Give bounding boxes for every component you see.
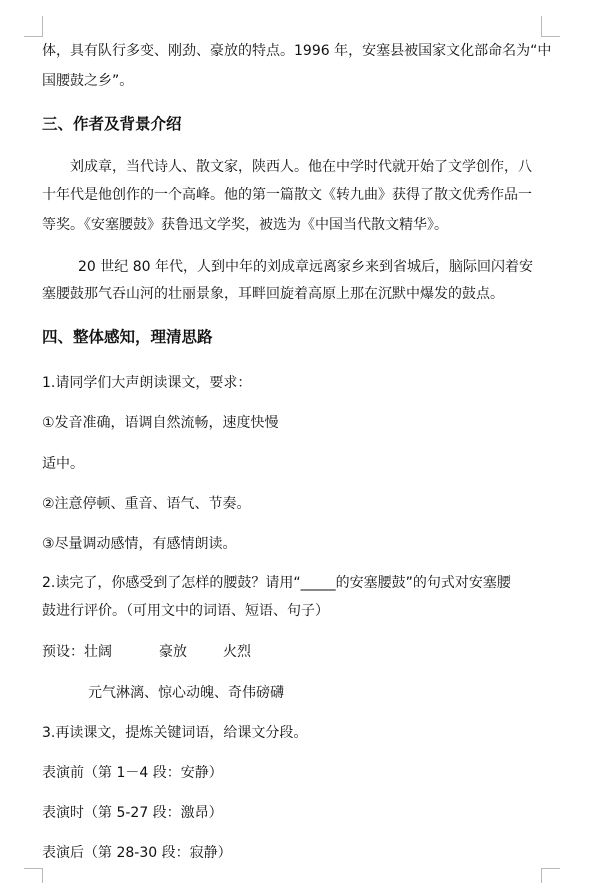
author-para-line-2: 十年代是他创作的一个高峰。他的第一篇散文《转九曲》获得了散文优秀作品一 (42, 187, 532, 203)
part-during: 表演时（第 5-27 段：激昂） (42, 805, 223, 821)
requirement-2: ②注意停顿、重音、语气、节奏。 (42, 496, 251, 512)
section-3-heading: 三、作者及背景介绍 (42, 115, 182, 133)
question-2-line-2: 鼓进行评价。（可用文中的词语、短语、句子） (42, 603, 329, 619)
author-para-line-1: 刘成章，当代诗人、散文家，陕西人。他在中学时代就开始了文学创作，八 (70, 159, 532, 175)
part-before: 表演前（第 1－4 段：安静） (42, 765, 223, 781)
preset-line-2: 元气淋漓、惊心动魄、奇伟磅礴 (88, 685, 284, 701)
preset-word: 壮阔 (84, 644, 112, 660)
requirement-1-line-2: 适中。 (42, 456, 84, 472)
preset-label: 预设： (42, 644, 84, 660)
question-2-line-1: 2.读完了，你感受到了怎样的腰鼓？请用“_____的安塞腰鼓”的句式对安塞腰 (42, 575, 511, 591)
requirement-3: ③尽量调动感情，有感情朗读。 (42, 536, 237, 552)
part-after: 表演后（第 28-30 段：寂静） (42, 845, 232, 861)
intro-line-1: 体，具有队行多变、刚劲、豪放的特点。1996 年，安塞县被国家文化部命名为“中 (42, 43, 552, 59)
preset-word: 火烈 (223, 644, 251, 660)
background-para-line-1: 20 世纪 80 年代，人到中年的刘成章远离家乡来到省城后，脑际回闪着安 (78, 259, 533, 275)
corner-mark-top-right (541, 16, 560, 37)
intro-line-2: 国腰鼓之乡”。 (42, 73, 134, 89)
preset-word: 豪放 (159, 644, 187, 660)
section-4-heading: 四、整体感知，理清思路 (42, 328, 213, 346)
requirement-1-line-1: ①发音准确，语调自然流畅，速度快慢 (42, 415, 279, 431)
author-para-line-3: 等奖。《安塞腰鼓》获鲁迅文学奖，被选为《中国当代散文精华》。 (42, 217, 448, 233)
background-para-line-2: 塞腰鼓那气吞山河的壮丽景象，耳畔回旋着高原上那在沉默中爆发的鼓点。 (42, 286, 504, 302)
corner-mark-top-left (24, 16, 43, 37)
question-3: 3.再读课文，提炼关键词语，给课文分段。 (42, 725, 308, 741)
preset-line (42, 642, 251, 662)
corner-mark-bottom-left (24, 868, 43, 883)
corner-mark-bottom-right (541, 868, 560, 883)
question-1: 1.请同学们大声朗读课文，要求： (42, 375, 252, 391)
